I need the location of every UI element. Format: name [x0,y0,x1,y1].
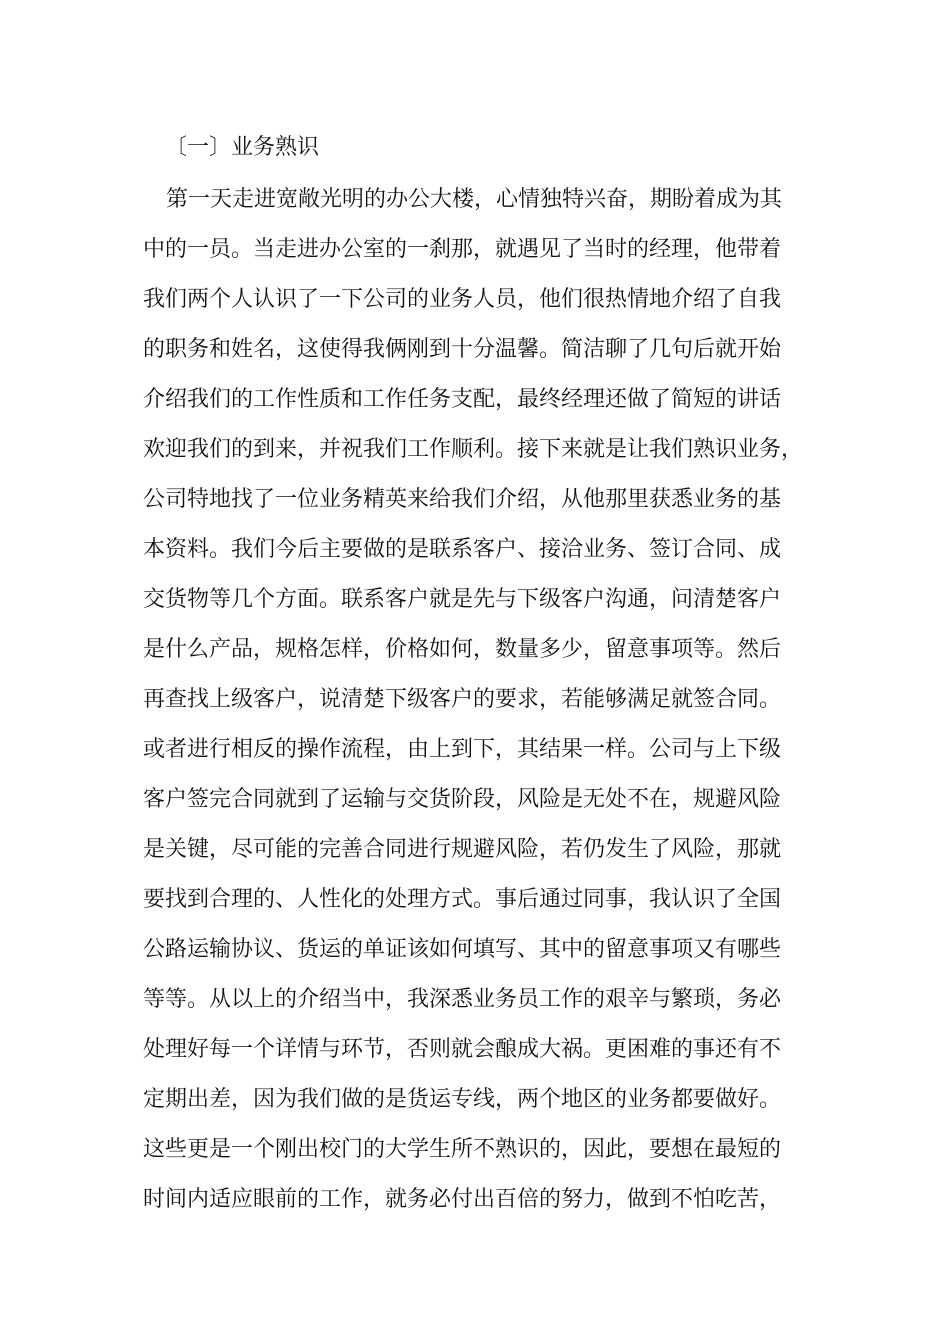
text-line: 我们两个人认识了一下公司的业务人员，他们很热情地介绍了自我 [143,287,782,312]
text-line: 时间内适应眼前的工作，就务必付出百倍的努力，做到不怕吃苦， [143,1187,782,1212]
text-line: 再查找上级客户，说清楚下级客户的要求，若能够满足就签合同。 [143,687,782,712]
text-line: 欢迎我们的到来，并祝我们工作顺利。接下来就是让我们熟识业务， [143,437,804,462]
text-line: 的职务和姓名，这使得我俩刚到十分温馨。简洁聊了几句后就开始 [143,337,782,362]
text-line: 等等。从以上的介绍当中，我深悉业务员工作的艰辛与繁琐，务必 [143,987,782,1012]
text-line: 交货物等几个方面。联系客户就是先与下级客户沟通，问清楚客户 [143,587,782,612]
text-line: 这些更是一个刚出校门的大学生所不熟识的，因此，要想在最短的 [143,1137,782,1162]
text-line: 公司特地找了一位业务精英来给我们介绍，从他那里获悉业务的基 [143,487,782,512]
text-line: 要找到合理的、人性化的处理方式。事后通过同事，我认识了全国 [143,887,782,912]
text-line: 是什么产品，规格怎样，价格如何，数量多少，留意事项等。然后 [143,637,782,662]
text-line: 第一天走进宽敞光明的办公大楼，心情独特兴奋，期盼着成为其 [166,187,783,212]
section-heading: 〔一〕业务熟识 [165,135,320,160]
text-line: 公路运输协议、货运的单证该如何填写、其中的留意事项又有哪些 [143,937,782,962]
text-line: 处理好每一个详情与环节，否则就会酿成大祸。更困难的事还有不 [143,1037,782,1062]
text-line: 客户签完合同就到了运输与交货阶段，风险是无处不在，规避风险 [143,787,782,812]
text-line: 本资料。我们今后主要做的是联系客户、接洽业务、签订合同、成 [143,537,782,562]
text-line: 是关键，尽可能的完善合同进行规避风险，若仍发生了风险，那就 [143,837,782,862]
text-line: 或者进行相反的操作流程，由上到下，其结果一样。公司与上下级 [143,737,782,762]
text-line: 中的一员。当走进办公室的一刹那，就遇见了当时的经理，他带着 [143,237,782,262]
text-line: 介绍我们的工作性质和工作任务支配，最终经理还做了简短的讲话 [143,387,782,412]
text-line: 定期出差，因为我们做的是货运专线，两个地区的业务都要做好。 [143,1087,782,1112]
body-paragraph [143,183,843,1233]
